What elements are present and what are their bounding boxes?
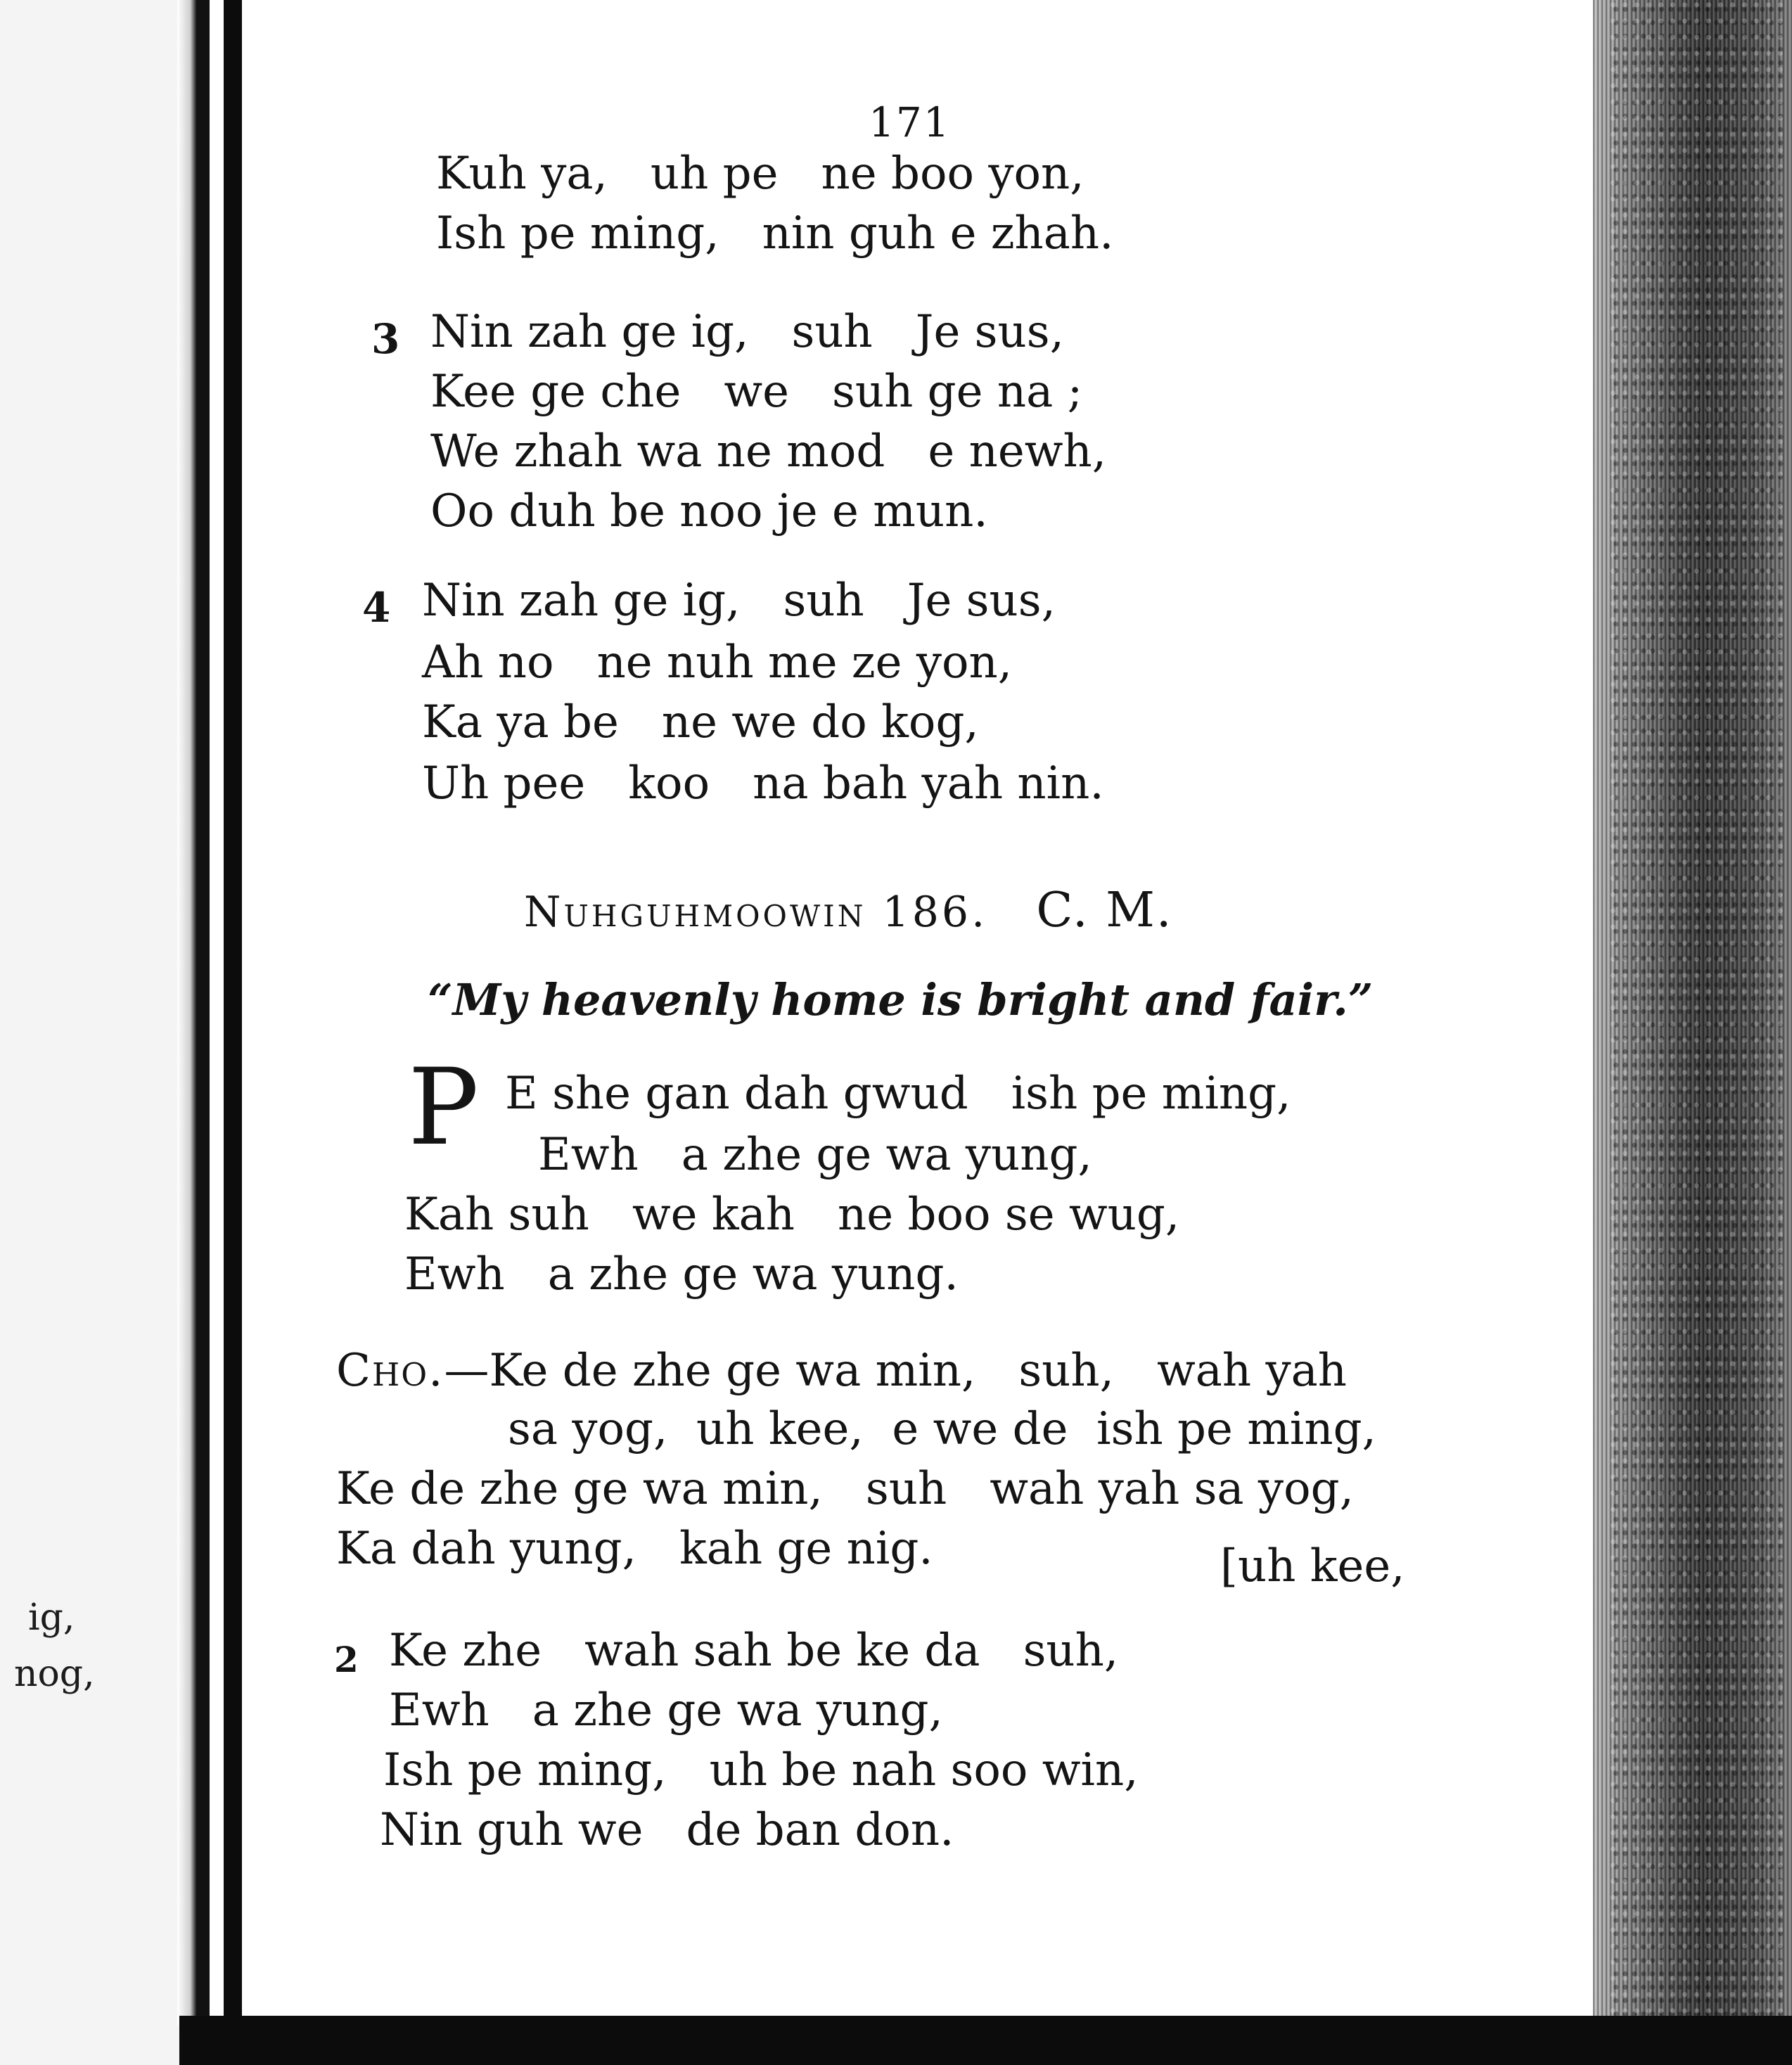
hymn-heading xyxy=(524,883,1172,938)
verse-line: Nin zah ge ig, suh Je sus, xyxy=(422,575,1056,627)
verse-line: Ah no ne nuh me ze yon, xyxy=(422,637,1013,689)
verse-line: Kuh ya, uh pe ne boo yon, xyxy=(436,148,1084,200)
verse-line: Ke zhe wah sah be ke da suh, xyxy=(389,1625,1119,1677)
verse-line: Nin guh we de ban don. xyxy=(380,1804,954,1856)
verse-line: Ish pe ming, nin guh e zhah. xyxy=(436,207,1114,260)
verse-line: Ka ya be ne we do kog, xyxy=(422,696,979,748)
verse-number: 4 xyxy=(362,584,391,632)
chorus-line-tail: [uh kee, xyxy=(1220,1540,1405,1592)
chorus-line: Ke de zhe ge wa min, suh wah yah sa yog, xyxy=(336,1463,1354,1515)
verse-line: Ewh a zhe ge wa yung, xyxy=(389,1684,943,1737)
verse-line: Oo duh be noo je e mun. xyxy=(430,485,988,537)
left-page xyxy=(0,0,207,2065)
verse-line: We zhah wa ne mod e newh, xyxy=(430,426,1107,478)
hymn-meter: C. M. xyxy=(1036,883,1173,938)
left-page-fragment: nog, xyxy=(14,1653,95,1695)
hymn-subtitle: “My heavenly home is bright and fair.” xyxy=(428,974,1374,1025)
verse-line: Uh pee koo na bah yah nin. xyxy=(422,757,1104,810)
verse-line: Ewh a zhe ge wa yung, xyxy=(538,1129,1092,1181)
bottom-bar xyxy=(179,2016,1792,2065)
verse-line: Ish pe ming, uh be nah soo win, xyxy=(383,1744,1139,1796)
drop-cap: P xyxy=(408,1047,479,1169)
verse-line: E she gan dah gwud ish pe ming, xyxy=(505,1068,1291,1120)
verse-line: Kee ge che we suh ge na ; xyxy=(430,366,1083,418)
page-number: 171 xyxy=(869,98,951,146)
verse-number: 3 xyxy=(371,315,400,363)
chorus-label: Cho. xyxy=(336,1345,444,1397)
chorus-line xyxy=(336,1345,1347,1397)
verse-line: Ewh a zhe ge wa yung. xyxy=(404,1248,959,1300)
hymn-title: Nuhguhmoowin 186. xyxy=(524,888,988,937)
verse-number: 2 xyxy=(334,1639,359,1680)
page-edges-texture xyxy=(1611,0,1786,2016)
chorus-line: sa yog, uh kee, e we de ish pe ming, xyxy=(508,1403,1376,1455)
verse-line: Nin zah ge ig, suh Je sus, xyxy=(430,306,1064,358)
left-page-fragment: ig, xyxy=(28,1597,75,1639)
gutter-shadow xyxy=(177,0,210,2026)
chorus-text: —Ke de zhe ge wa min, suh, wah yah xyxy=(444,1345,1348,1397)
spine-bar xyxy=(224,0,242,2065)
verse-line: Kah suh we kah ne boo se wug, xyxy=(404,1189,1180,1241)
chorus-line: Ka dah yung, kah ge nig. xyxy=(336,1523,933,1575)
